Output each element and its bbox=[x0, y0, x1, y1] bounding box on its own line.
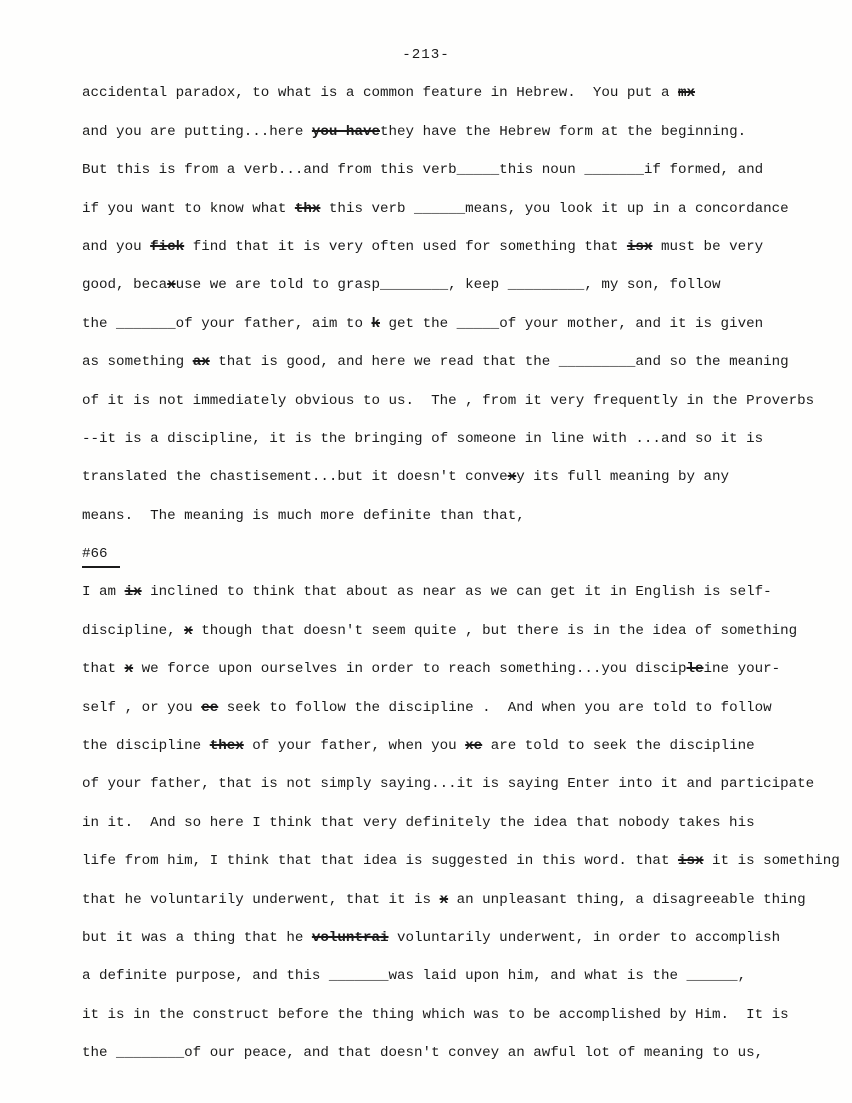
text-segment: of it is not immediately obvious to us. The , from it very frequently in the Proverbs bbox=[82, 392, 815, 409]
text-segment: a definite purpose, and this _______was laid upon him, and what is the ______, bbox=[82, 968, 747, 985]
struck-text: k bbox=[371, 315, 380, 332]
text-segment: But this is from a verb...and from this verb_____this noun _______if formed, and bbox=[82, 162, 764, 179]
text-segment: are told to seek the discipline bbox=[482, 738, 755, 755]
text-segment: must be very bbox=[652, 238, 764, 255]
section-marker: #66 bbox=[82, 542, 120, 568]
text-line bbox=[82, 612, 842, 650]
text-segment: good, beca bbox=[82, 277, 168, 294]
text-line bbox=[82, 727, 842, 765]
text-line bbox=[82, 957, 842, 995]
text-line bbox=[82, 305, 842, 343]
text-segment: we force upon ourselves in order to reach something...you discip bbox=[133, 661, 687, 678]
text-segment: though that doesn't seem quite , but there is in the idea of something bbox=[192, 622, 798, 639]
struck-text: x bbox=[184, 622, 193, 639]
struck-text: ee bbox=[201, 699, 219, 716]
text-segment: it is something bbox=[703, 853, 840, 870]
text-segment: that bbox=[82, 661, 125, 678]
text-line bbox=[82, 458, 842, 496]
text-line bbox=[82, 881, 842, 919]
text-segment: ine your- bbox=[703, 661, 781, 678]
text-line bbox=[82, 996, 842, 1034]
struck-text: x bbox=[124, 661, 134, 678]
struck-text: thex bbox=[209, 738, 244, 755]
struck-text: ix bbox=[124, 584, 142, 601]
struck-text: fick bbox=[150, 238, 185, 255]
text-segment: the ________of our peace, and that doesn't convey an awful lot of meaning to us, bbox=[82, 1045, 764, 1062]
text-line bbox=[82, 382, 842, 420]
text-segment: in it. And so here I think that very definitely the idea that nobody takes his bbox=[82, 814, 755, 831]
text-segment: they have the Hebrew form at the beginning. bbox=[380, 123, 747, 140]
text-segment: --it is a discipline, it is the bringing of someone in line with ...and so it is bbox=[82, 430, 764, 447]
text-segment: self , or you bbox=[82, 699, 202, 716]
struck-text: thx bbox=[294, 200, 321, 217]
text-line bbox=[82, 74, 842, 112]
text-segment: of your father, when you bbox=[243, 738, 466, 755]
struck-text: x bbox=[167, 277, 176, 294]
text-segment: voluntarily underwent, in order to accomplish bbox=[388, 930, 781, 946]
text-segment: find that it is very often used for something that bbox=[184, 238, 627, 255]
page-number: -213- bbox=[402, 47, 450, 63]
struck-text: you have bbox=[311, 123, 380, 140]
text-segment: accidental paradox, to what is a common feature in Hebrew. You put a bbox=[82, 85, 678, 102]
text-segment: and you bbox=[82, 238, 151, 255]
text-segment: use we are told to grasp________, keep _________, my son, follow bbox=[175, 277, 721, 294]
text-line bbox=[82, 919, 842, 957]
text-line bbox=[82, 1034, 842, 1072]
text-segment: discipline, bbox=[82, 622, 185, 639]
text-line bbox=[82, 689, 842, 727]
text-segment: the discipline bbox=[82, 738, 210, 755]
text-segment: this verb ______means, you look it up in a concordance bbox=[320, 200, 789, 217]
struck-text: mx bbox=[677, 85, 696, 102]
struck-text: le bbox=[686, 661, 704, 678]
text-line bbox=[82, 228, 842, 266]
text-line bbox=[82, 190, 842, 228]
text-segment: seek to follow the discipline . And when you are told to follow bbox=[218, 699, 772, 716]
document-body bbox=[0, 74, 852, 1072]
text-segment: but it was a thing that he bbox=[82, 930, 312, 946]
struck-text: ax bbox=[192, 354, 210, 371]
section-heading-line bbox=[82, 535, 842, 573]
struck-text: x bbox=[439, 891, 449, 908]
text-segment: get the _____of your mother, and it is given bbox=[380, 315, 764, 332]
text-segment: and you are putting...here bbox=[82, 123, 312, 140]
text-segment: an unpleasant thing, a disagreeable thing bbox=[448, 891, 806, 908]
text-line bbox=[82, 266, 842, 304]
text-segment: it is in the construct before the thing which was to be accomplished by Him. It is bbox=[82, 1006, 789, 1023]
text-segment: that he voluntarily underwent, that it is bbox=[82, 891, 440, 908]
text-segment: if you want to know what bbox=[82, 200, 295, 217]
struck-text: xe bbox=[465, 738, 483, 755]
struck-text: x bbox=[507, 469, 517, 486]
text-line bbox=[82, 151, 842, 189]
text-segment: life from him, I think that that idea is suggested in this word. that bbox=[82, 853, 678, 870]
text-line bbox=[82, 842, 842, 880]
text-segment: as something bbox=[82, 354, 193, 371]
text-line bbox=[82, 804, 842, 842]
text-segment: translated the chastisement...but it doesn't conve bbox=[82, 469, 508, 486]
text-segment: of your father, that is not simply saying...it is saying Enter into it and participate bbox=[82, 776, 815, 793]
text-line bbox=[82, 113, 842, 151]
text-line bbox=[82, 573, 842, 611]
text-line bbox=[82, 650, 842, 688]
text-line bbox=[82, 497, 842, 535]
text-segment: I am bbox=[82, 584, 125, 601]
text-line bbox=[82, 420, 842, 458]
text-segment: inclined to think that about as near as we can get it in English is self- bbox=[141, 584, 772, 601]
text-segment: y its full meaning by any bbox=[516, 469, 730, 486]
text-segment: that is good, and here we read that the _________and so the meaning bbox=[209, 354, 789, 371]
text-segment: means. The meaning is much more definite than that, bbox=[82, 507, 525, 524]
text-line bbox=[82, 765, 842, 803]
text-line bbox=[82, 343, 842, 381]
struck-text: isx bbox=[626, 238, 653, 255]
text-segment: the _______of your father, aim to bbox=[82, 315, 372, 332]
struck-text: voluntrai bbox=[311, 930, 389, 946]
struck-text: isx bbox=[677, 853, 704, 870]
